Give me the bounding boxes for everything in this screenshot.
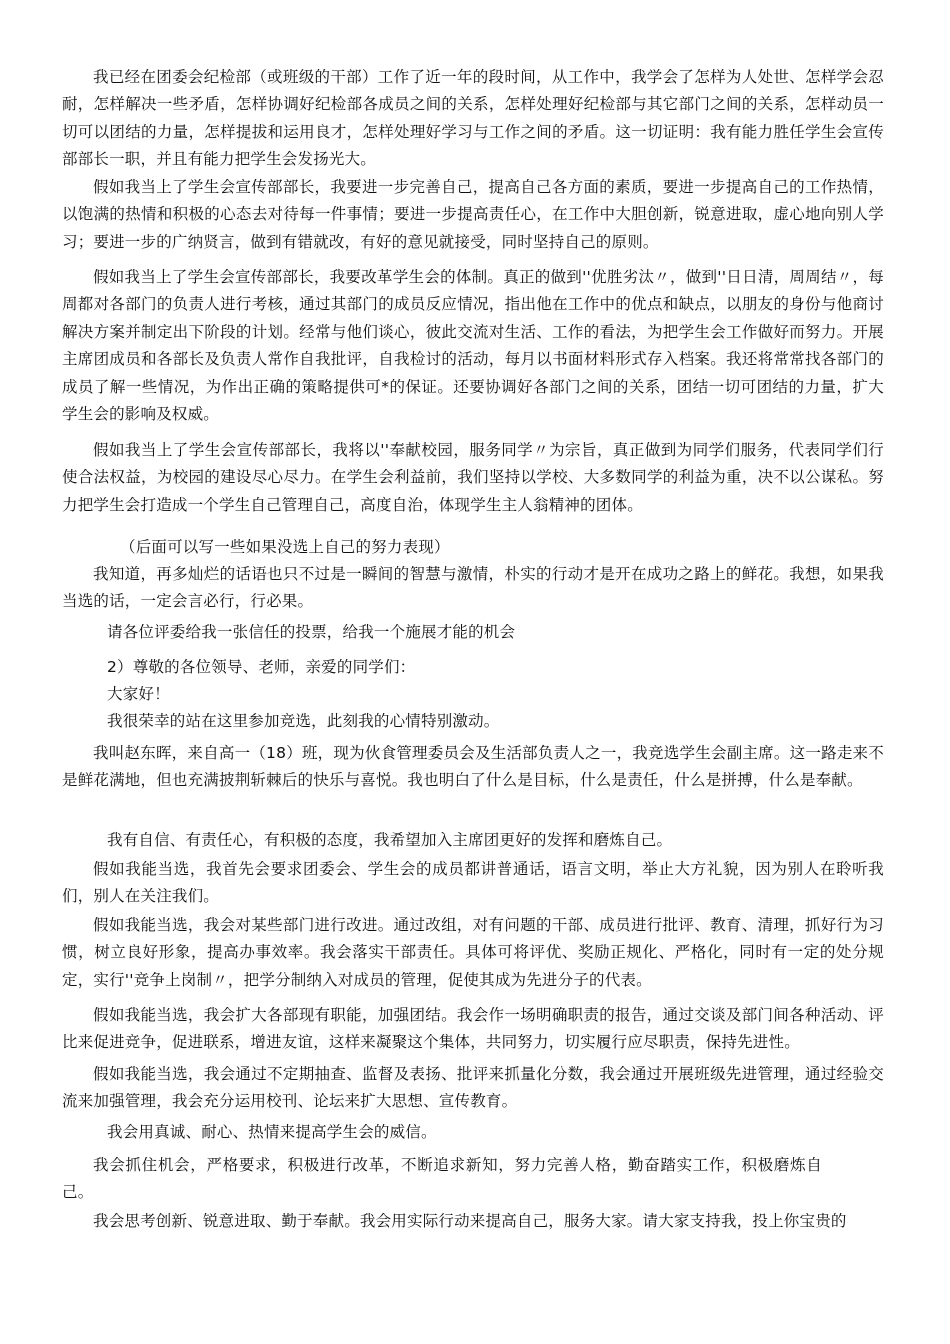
paragraph-confidence: 我有自信、有责任心，有积极的态度，我希望加入主席团更好的发挥和磨炼自己。 bbox=[107, 831, 673, 849]
speech-greeting-heading: 2）尊敬的各位领导、老师，亲爱的同学们： bbox=[107, 658, 416, 676]
speech-hello: 大家好！ bbox=[107, 685, 170, 703]
paragraph-sincerity: 我会用真诚、耐心、热情来提高学生会的威信。 bbox=[107, 1123, 437, 1141]
paragraph-introduction: 我叫赵东晖，来自高一（18）班，现为伙食管理委员会及生活部负责人之一，我竞选学生会副主席。这一路走来不是鲜花满地，但也充满披荆斩棘后的快乐与喜悦。我也明白了什么是目标，什么是责任，什么是拼搏，什么是奉献。 bbox=[62, 744, 884, 790]
speech-honored: 我很荣幸的站在这里参加竞选，此刻我的心情特别激动。 bbox=[107, 712, 500, 730]
paragraph-management: 假如我能当选，我会通过不定期抽查、监督及表扬、批评来抓量化分数，我会通过开展班级先进管理，通过经验交流来加强管理，我会充分运用校刊、论坛来扩大思想、宣传教育。 bbox=[62, 1065, 884, 1111]
paragraph-service: 假如我当上了学生会宣传部部长，我将以''奉献校园，服务同学〃为宗旨，真正做到为同学们服务，代表同学们行使合法权益，为校园的建设尽心尽力。在学生会利益前，我们坚持以学校、大多数同学的利益为重，决不以公谋私。努力把学生会打造成一个学生自己管理自己，高度自治，体现学生主人翁精神的团体。 bbox=[62, 441, 884, 514]
paragraph-commitment: 我知道，再多灿烂的话语也只不过是一瞬间的智慧与激情，朴实的行动才是开在成功之路上的鲜花。我想，如果我当选的话，一定会言必行，行必果。 bbox=[62, 565, 884, 611]
paragraph-unity: 假如我能当选，我会扩大各部现有职能，加强团结。我会作一场明确职责的报告，通过交谈及部门间各种活动、评比来促进竞争，促进联系，增进友谊，这样来凝聚这个集体，共同努力，切实履行应尽职责，保持先进性。 bbox=[62, 1006, 884, 1052]
paragraph-innovation: 我会思考创新、锐意进取、勤于奉献。我会用实际行动来提高自己，服务大家。请大家支持我，投上你宝贵的 bbox=[93, 1212, 847, 1230]
paragraph-seize-opportunity: 我会抓住机会，严格要求，积极进行改革，不断追求新知，努力完善人格，勤奋踏实工作，积极磨炼自己。 bbox=[62, 1156, 822, 1202]
paragraph-reform: 假如我当上了学生会宣传部部长，我要改革学生会的体制。真正的做到''优胜劣汰〃，做到''日日清，周周结〃，每周都对各部门的负责人进行考核，通过其部门的成员反应情况，指出他在工作中的优点和缺点，以朋友的身份与他商讨解决方案并制定出下阶段的计划。经常与他们谈心，彼此交流对生活、工作的看法，为把学生会工作做好而努力。开展主席团成员和各部长及负责人常作自我批评，自我检讨的活动，每月以书面材料形式存入档案。我还将常常找各部门的成员了解一些情况，为作出正确的策略提供可*的保证。还要协调好各部门之间的关系，团结一切可团结的力量，扩大学生会的影响及权威。 bbox=[62, 268, 884, 424]
paragraph-department-improvement: 假如我能当选，我会对某些部门进行改进。通过改组，对有问题的干部、成员进行批评、教育、清理，抓好行为习惯，树立良好形象，提高办事效率。我会落实干部责任。具体可将评优、奖励正规化、严格化，同时有一定的处分规定，实行''竞争上岗制〃，把学分制纳入对成员的管理，促使其成为先进分子的代表。 bbox=[62, 916, 884, 989]
paragraph-self-improvement: 假如我当上了学生会宣传部部长，我要进一步完善自己，提高自己各方面的素质，要进一步提高自己的工作热情，以饱满的热情和积极的心态去对待每一件事情；要进一步提高责任心，在工作中大胆创新，锐意进取，虚心地向别人学习；要进一步的广纳贤言，做到有错就改，有好的意见就接受，同时坚持自己的原则。 bbox=[62, 178, 884, 251]
paragraph-mandarin: 假如我能当选，我首先会要求团委会、学生会的成员都讲普通话，语言文明，举止大方礼貌，因为别人在聆听我们，别人在关注我们。 bbox=[62, 860, 884, 906]
paragraph-vote-request: 请各位评委给我一张信任的投票，给我一个施展才能的机会 bbox=[107, 623, 516, 641]
paragraph-experience: 我已经在团委会纪检部（或班级的干部）工作了近一年的段时间，从工作中，我学会了怎样为人处世、怎样学会忍耐，怎样解决一些矛盾，怎样协调好纪检部各成员之间的关系，怎样处理好纪检部与其它部门之间的关系，怎样动员一切可以团结的力量，怎样提拔和运用良才，怎样处理好学习与工作之间的矛盾。这一切证明：我有能力胜任学生会宣传部部长一职，并且有能力把学生会发扬光大。 bbox=[62, 68, 884, 169]
paragraph-note: （后面可以写一些如果没选上自己的努力表现） bbox=[120, 538, 450, 556]
